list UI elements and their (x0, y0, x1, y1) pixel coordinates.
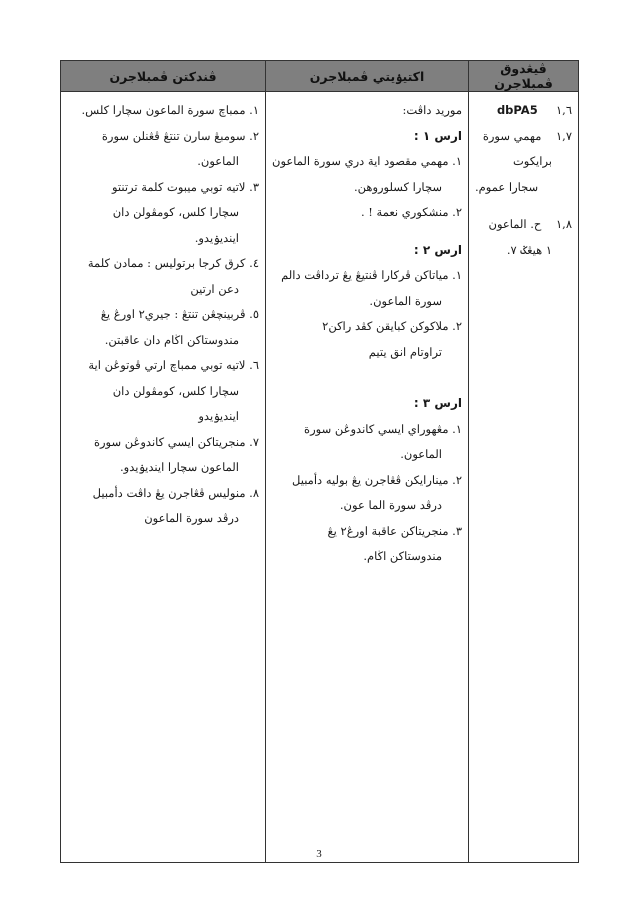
col3-line: ٦. لاتيه توبي ممباچ ارتي ڤوتوڠن اية (88, 358, 259, 372)
col3-line: ٤. كرق كرجا برتوليس : ممادن كلمة (87, 256, 259, 270)
col2-line: ٢. ملاكوكن كبايقن كڤد راكن٢ (322, 319, 462, 333)
col1-line (475, 124, 572, 150)
table-body-row (61, 92, 579, 863)
col3-line: ٣. لاتيه توبي ميبوت كلمة ترتنتو (111, 179, 259, 194)
col2-line: سورة الماعون. (369, 293, 442, 308)
col2-line: ١. مڠهوراي ايسي كاندوڠن سورة (304, 421, 462, 436)
col3-line: الماعون. (197, 154, 239, 168)
col2-intro: موريد داڤت: (402, 103, 462, 117)
item-number: ١,٨ (555, 217, 572, 231)
col2-line: ٢. منشكوري نعمة ! . (360, 205, 462, 219)
col3-line: مندوستاكن اڬام دان عاقبتن. (104, 332, 239, 347)
col2-line: ٢. مينارايكن ڤڠاجرن يڠ بوليه دأمبيل (292, 472, 462, 487)
col2-line: درڤد سورة الما عون. (339, 498, 442, 512)
col2-line: ٣. منجريتاكن عاقبة اورڠ٢ يڠ (327, 523, 462, 538)
col2-line: تراوتام انق يتيم (368, 344, 442, 359)
col3-line: اينديۏيدو (198, 409, 239, 423)
col2-line: ١. مياتاكن ڤركارا ڤنتيڠ يڠ ترداڤت دالم (281, 268, 462, 282)
item-number: ١,٧ (555, 128, 572, 143)
col3-line: اينديۏيدو. (194, 230, 239, 245)
col3-line: ١. ممباچ سورة الماعون سچارا كلس. (81, 103, 259, 117)
header-col1: ڤيڠدوق ڤمبلاجرن (469, 61, 579, 92)
col2-line: ١. مهمي مقصود اية دري سورة الماعون (272, 154, 462, 168)
col1-line: ١ هيڠݢ ٧. (506, 242, 552, 257)
lesson-table (60, 60, 579, 863)
col2-line: الماعون. (400, 447, 442, 461)
col2-cell (266, 92, 469, 863)
col3-line: دعن ارتين (190, 281, 239, 296)
col3-line: ٨. منوليس ڤڠاجرن يڠ داڤت دأمبيل (92, 485, 259, 500)
page-number: 3 (316, 848, 322, 860)
col3-line: ٥. ڤربينچڠن تنتڠ : جيري٢ اورڠ يڠ (100, 307, 259, 321)
col3-line: ٢. سومبڠ سارن تنتڠ ڤڠنلن سورة (101, 128, 259, 143)
level-1-heading: ارس ١ : (413, 128, 462, 143)
col1-cell (469, 92, 579, 863)
item-text: مهمي سورة (482, 128, 542, 143)
table-header-row (61, 61, 579, 92)
col3-line: سچارا كلس، كومڤولن دان (112, 383, 239, 398)
col1-line: سجارا عموم. (475, 179, 539, 194)
col3-line: الماعون سچارا اينديۏيدو. (119, 460, 239, 474)
col1-line (475, 98, 572, 124)
item-text: dbPA5 (496, 103, 538, 117)
col1-line: برايكوت (512, 154, 552, 168)
col2-line: مندوستاكن اڬام. (363, 549, 442, 563)
col3-line: درڤد سورة الماعون (144, 511, 239, 525)
item-text: ح. الماعون (488, 217, 542, 231)
col3-cell (61, 92, 266, 863)
header-col2: اكتيۏيتي ڤمبلاجرن (266, 61, 469, 92)
item-number: ١,٦ (555, 103, 572, 117)
level-3-heading: ارس ٣ : (413, 396, 462, 410)
col3-line: ٧. منجريتاكن ايسي كاندوڠن سورة (93, 434, 259, 449)
col2-line: سچارا كسلوروهن. (353, 179, 442, 194)
col1-line (475, 212, 572, 238)
header-col3: ڤندكتن ڤمبلاجرن (61, 61, 266, 92)
level-2-heading: ارس ٢ : (413, 242, 462, 257)
col3-line: سچارا كلس، كومڤولن دان (112, 205, 239, 219)
